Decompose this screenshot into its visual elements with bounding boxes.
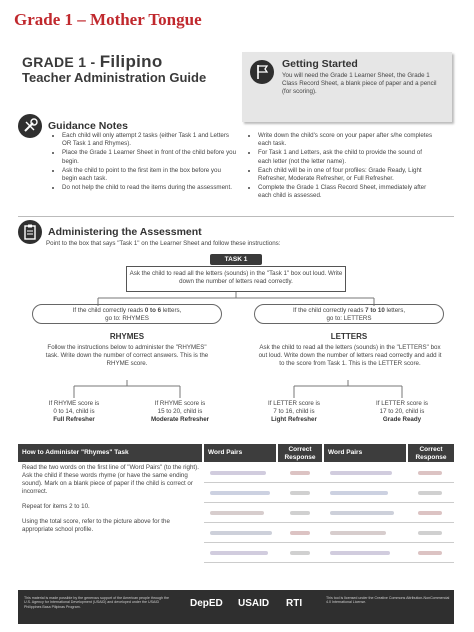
blurred-word-pair: [210, 491, 270, 495]
administering-title: Administering the Assessment: [48, 226, 202, 238]
grid-line: [204, 482, 454, 483]
grid-line: [204, 502, 454, 503]
letters-branch-pill: If the child correctly reads 7 to 10 letters, go to: LETTERS: [254, 304, 444, 324]
profile-connector: [18, 380, 454, 400]
guidance-notes-title: Guidance Notes: [48, 120, 128, 132]
guide-title: [22, 52, 163, 72]
blurred-response: [418, 511, 442, 515]
profile-grade-ready: If LETTER score is 17 to 20, child is Grade Ready: [376, 400, 428, 423]
rhymes-heading: RHYMES: [109, 332, 145, 341]
page-heading: Grade 1 – Mother Tongue: [14, 10, 202, 29]
rhymes-text: Follow the instructions below to administer the "RHYMES" task. Write down the number of correct answers. This is the RHYME score.: [45, 344, 209, 367]
tools-icon: [18, 114, 42, 138]
rhymes-instruction-2: Repeat for items 2 to 10.: [22, 503, 90, 510]
blurred-response: [290, 551, 310, 555]
letters-text: Ask the child to read all the letters (sounds) in the "LETTERS" box out loud. Write down the number of letters read correctly and add it to the score from Task 1. This is the LETTER score.: [258, 344, 442, 367]
task-1-tag: TASK 1: [210, 254, 262, 265]
getting-started-text: You will need the Grade 1 Learner Sheet, the Grade 1 Class Record Sheet, a blank piece of paper and a pencil (for scoring).: [282, 72, 437, 95]
rhymes-table-word-pairs-header: Word Pairs: [204, 444, 276, 462]
blurred-response: [418, 491, 442, 495]
rhymes-table-how-header: How to Administer "Rhymes" Task: [18, 444, 202, 462]
rhymes-table-correct-header-2: Correct Response: [408, 444, 454, 462]
deped-logo: DepED: [190, 598, 223, 609]
profile-light-refresher: If LETTER score is 7 to 16, child is Light Refresher: [268, 400, 320, 423]
getting-started-box: [242, 52, 452, 122]
blurred-response: [418, 471, 442, 475]
teacher-guide-document: [18, 46, 454, 625]
guidance-note: • Do not help the child to read the items during the assessment.: [62, 184, 237, 192]
profile-moderate-refresher: If RHYME score is 15 to 20, child is Moderate Refresher: [150, 400, 210, 423]
flag-icon: [250, 60, 274, 84]
guidance-right-list: [248, 132, 433, 202]
guidance-note: • Each child will be in one of four profiles: Grade Ready, Light Refresher, Moderate Refresher, or Full Refresher.: [258, 167, 433, 183]
guidance-note: • For Task 1 and Letters, ask the child to provide the sound of each letter (not the letter name).: [258, 149, 433, 165]
rhymes-branch-pill: If the child correctly reads 0 to 6 letters, go to: RHYMES: [32, 304, 222, 324]
blurred-word-pair: [330, 531, 386, 535]
rhymes-instruction-1: Read the two words on the first line of "Word Pairs" (to the right). Ask the child if these words rhyme (or have the same ending sound). Mark on a blank piece of paper if the child is correct or incorrect.: [22, 464, 199, 495]
footer-right-note: This tool is licensed under the Creative Commons Attribution-NonCommercial 4.0 International License.: [326, 596, 450, 605]
rhymes-table-word-pairs-header-2: Word Pairs: [324, 444, 406, 462]
blurred-word-pair: [210, 471, 266, 475]
task-1-box: Ask the child to read all the letters (sounds) in the "Task 1" box out loud. Write down the number of letters read correctly.: [126, 266, 346, 292]
guide-subtitle: Teacher Administration Guide: [22, 70, 207, 85]
blurred-word-pair: [330, 551, 390, 555]
blurred-word-pair: [330, 511, 394, 515]
blurred-word-pair: [210, 511, 264, 515]
guidance-note: • Ask the child to point to the first item in the box before you begin each task.: [62, 167, 237, 183]
guidance-note: • Place the Grade 1 Learner Sheet in front of the child before you begin.: [62, 149, 237, 165]
profile-full-refresher: If RHYME score is 0 to 14, child is Full Refresher: [48, 400, 100, 423]
grid-line: [204, 562, 454, 563]
guidance-note: • Complete the Grade 1 Class Record Sheet, immediately after each child is assessed.: [258, 184, 433, 200]
rhymes-table-correct-header: Correct Response: [278, 444, 322, 462]
blurred-response: [418, 531, 442, 535]
section-divider: [18, 216, 454, 217]
clipboard-icon: [18, 220, 42, 244]
footer-left-note: This material is made possible by the generous support of the American people through the U.S. Agency for International Development (USAID) and developed under the USAID Philippines Basa Pilipinas Program.: [24, 596, 170, 609]
rti-logo: RTI: [286, 598, 303, 609]
grid-line: [204, 522, 454, 523]
usaid-logo: USAID: [238, 598, 270, 609]
document-footer: [18, 590, 454, 624]
rhymes-table-instructions: [22, 464, 202, 541]
blurred-response: [290, 511, 310, 515]
getting-started-title: Getting Started: [282, 58, 358, 70]
blurred-word-pair: [330, 491, 388, 495]
blurred-word-pair: [330, 471, 392, 475]
guide-title-language: Filipino: [99, 52, 163, 71]
guidance-left-list: [52, 132, 237, 193]
administering-instruction: Point to the box that says "Task 1" on the Learner Sheet and follow these instructions:: [46, 240, 281, 247]
blurred-response: [290, 491, 310, 495]
blurred-response: [290, 471, 310, 475]
grid-line: [204, 542, 454, 543]
blurred-word-pair: [210, 531, 272, 535]
guide-title-prefix: GRADE 1 -: [22, 54, 100, 70]
guidance-note: • Write down the child's score on your paper after s/he completes each task.: [258, 132, 433, 148]
letters-heading: LETTERS: [330, 332, 368, 341]
blurred-response: [290, 531, 310, 535]
blurred-response: [418, 551, 442, 555]
guidance-note: • Each child will only attempt 2 tasks (either Task 1 and Letters OR Task 1 and Rhymes).: [62, 132, 237, 148]
rhymes-instruction-3: Using the total score, refer to the picture above for the appropriate school profile.: [22, 518, 170, 533]
blurred-word-pair: [210, 551, 268, 555]
